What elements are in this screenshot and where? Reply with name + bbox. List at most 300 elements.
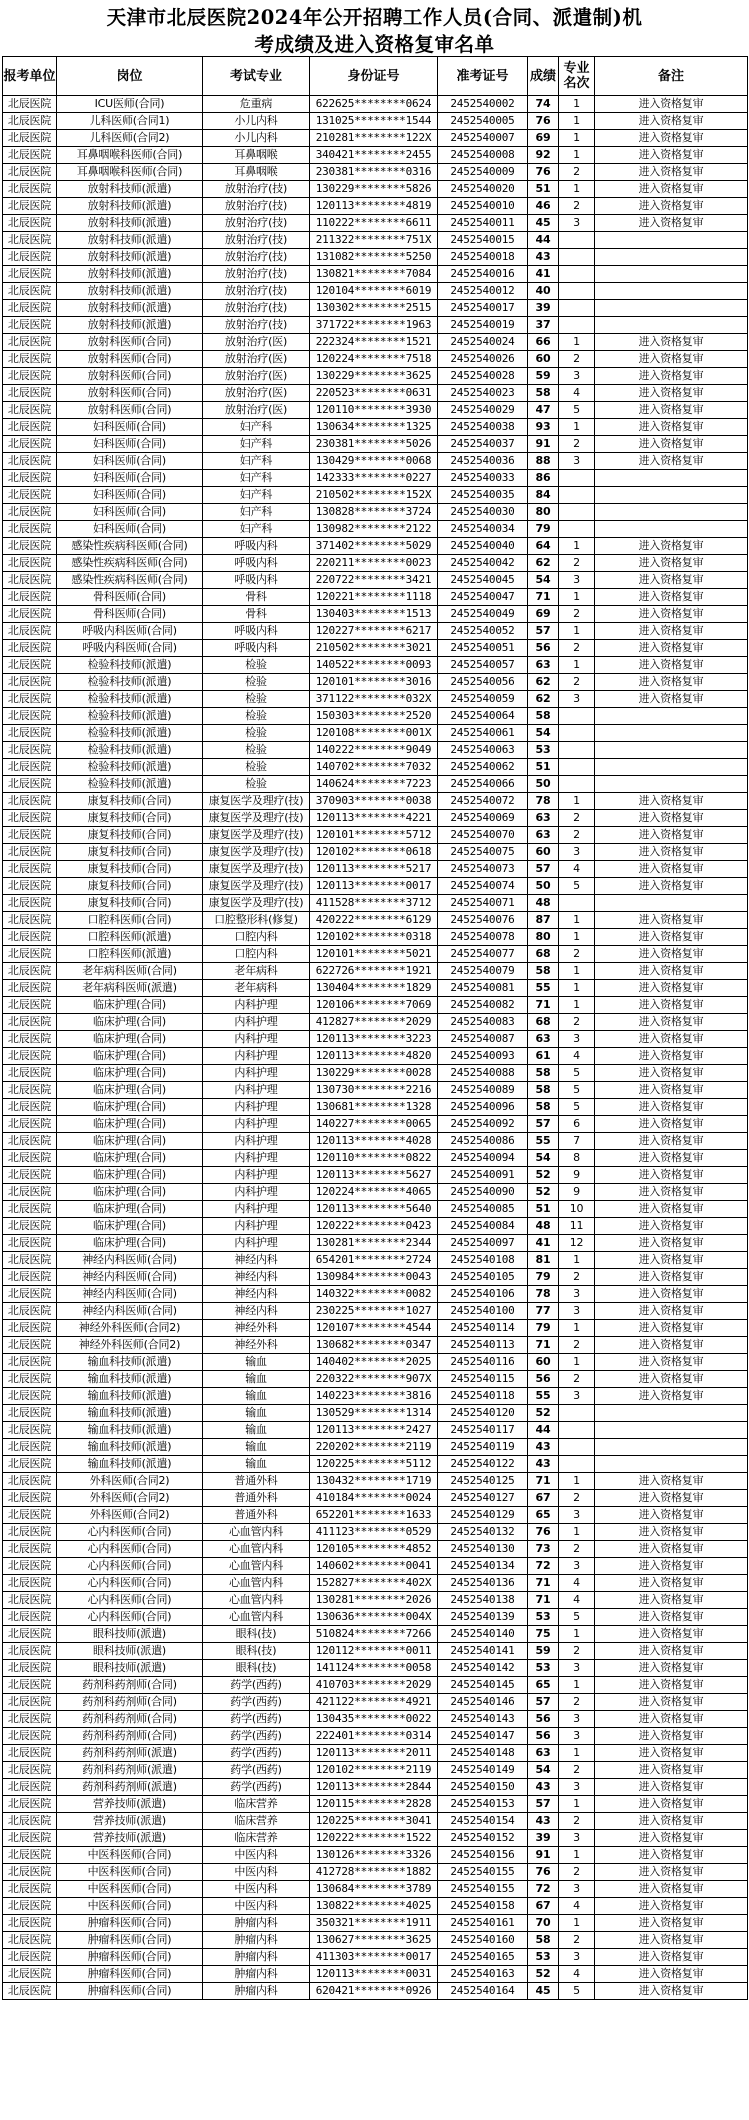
cell-exam-number: 2452540156	[438, 1847, 528, 1864]
cell-position: 中医科医师(合同)	[57, 1881, 203, 1898]
cell-score: 60	[528, 1354, 559, 1371]
cell-score: 58	[528, 1082, 559, 1099]
cell-id-number: 220202********2119	[310, 1439, 438, 1456]
cell-remark: 进入资格复审	[595, 997, 748, 1014]
cell-specialty: 肿瘤内科	[203, 1932, 310, 1949]
cell-specialty: 呼吸内科	[203, 572, 310, 589]
cell-score: 72	[528, 1881, 559, 1898]
cell-unit: 北辰医院	[3, 164, 57, 181]
cell-specialty: 康复医学及理疗(技)	[203, 810, 310, 827]
cell-rank: 1	[559, 623, 595, 640]
cell-id-number: 411303********0017	[310, 1949, 438, 1966]
cell-exam-number: 2452540152	[438, 1830, 528, 1847]
table-row	[3, 1405, 748, 1422]
cell-score: 45	[528, 1983, 559, 2000]
table-row	[3, 436, 748, 453]
table-row	[3, 1677, 748, 1694]
cell-remark: 进入资格复审	[595, 1354, 748, 1371]
cell-remark: 进入资格复审	[595, 1099, 748, 1116]
cell-id-number: 120115********2828	[310, 1796, 438, 1813]
cell-score: 71	[528, 589, 559, 606]
cell-position: 神经内科医师(合同)	[57, 1286, 203, 1303]
cell-rank: 1	[559, 1473, 595, 1490]
cell-score: 69	[528, 606, 559, 623]
cell-exam-number: 2452540011	[438, 215, 528, 232]
cell-exam-number: 2452540063	[438, 742, 528, 759]
table-row	[3, 1830, 748, 1847]
cell-score: 52	[528, 1184, 559, 1201]
cell-score: 53	[528, 1609, 559, 1626]
cell-specialty: 内科护理	[203, 1184, 310, 1201]
cell-position: 骨科医师(合同)	[57, 606, 203, 623]
cell-position: 肿瘤科医师(合同)	[57, 1966, 203, 1983]
cell-unit: 北辰医院	[3, 776, 57, 793]
cell-position: 放射科医师(合同)	[57, 368, 203, 385]
cell-unit: 北辰医院	[3, 1235, 57, 1252]
cell-exam-number: 2452540153	[438, 1796, 528, 1813]
cell-rank: 2	[559, 1269, 595, 1286]
cell-rank	[559, 300, 595, 317]
cell-specialty: 老年病科	[203, 980, 310, 997]
cell-exam-number: 2452540019	[438, 317, 528, 334]
cell-score: 57	[528, 1116, 559, 1133]
cell-score: 48	[528, 895, 559, 912]
table-row	[3, 368, 748, 385]
cell-score: 55	[528, 980, 559, 997]
cell-specialty: 放射治疗(技)	[203, 181, 310, 198]
cell-position: 检验科技师(派遣)	[57, 674, 203, 691]
cell-specialty: 妇产科	[203, 436, 310, 453]
cell-score: 54	[528, 572, 559, 589]
cell-position: 检验科技师(派遣)	[57, 742, 203, 759]
cell-unit: 北辰医院	[3, 674, 57, 691]
cell-id-number: 411123********0529	[310, 1524, 438, 1541]
cell-rank: 1	[559, 793, 595, 810]
table-row	[3, 266, 748, 283]
cell-rank: 1	[559, 419, 595, 436]
cell-score: 61	[528, 1048, 559, 1065]
table-row	[3, 1694, 748, 1711]
table-row	[3, 1932, 748, 1949]
cell-position: 检验科技师(派遣)	[57, 657, 203, 674]
table-row	[3, 1337, 748, 1354]
cell-exam-number: 2452540047	[438, 589, 528, 606]
cell-position: 感染性疾病科医师(合同)	[57, 572, 203, 589]
cell-rank: 1	[559, 963, 595, 980]
cell-id-number: 120102********0618	[310, 844, 438, 861]
cell-id-number: 140702********7032	[310, 759, 438, 776]
cell-remark: 进入资格复审	[595, 1745, 748, 1762]
cell-id-number: 222401********0314	[310, 1728, 438, 1745]
table-row	[3, 385, 748, 402]
cell-unit: 北辰医院	[3, 1048, 57, 1065]
cell-specialty: 康复医学及理疗(技)	[203, 878, 310, 895]
cell-position: 儿科医师(合同1)	[57, 113, 203, 130]
cell-score: 52	[528, 1966, 559, 1983]
cell-score: 76	[528, 164, 559, 181]
cell-id-number: 130634********1325	[310, 419, 438, 436]
cell-exam-number: 2452540029	[438, 402, 528, 419]
cell-score: 50	[528, 776, 559, 793]
cell-id-number: 371402********5029	[310, 538, 438, 555]
cell-position: 临床护理(合同)	[57, 997, 203, 1014]
cell-position: 呼吸内科医师(合同)	[57, 640, 203, 657]
table-row	[3, 674, 748, 691]
cell-position: 输血科技师(派遣)	[57, 1388, 203, 1405]
cell-remark: 进入资格复审	[595, 844, 748, 861]
cell-unit: 北辰医院	[3, 181, 57, 198]
cell-score: 57	[528, 623, 559, 640]
cell-id-number: 411528********3712	[310, 895, 438, 912]
cell-position: 放射科医师(合同)	[57, 385, 203, 402]
cell-unit: 北辰医院	[3, 300, 57, 317]
table-row	[3, 1048, 748, 1065]
cell-score: 72	[528, 1558, 559, 1575]
cell-remark: 进入资格复审	[595, 657, 748, 674]
cell-rank: 7	[559, 1133, 595, 1150]
cell-remark: 进入资格复审	[595, 453, 748, 470]
cell-unit: 北辰医院	[3, 96, 57, 113]
table-row	[3, 1269, 748, 1286]
cell-remark: 进入资格复审	[595, 1235, 748, 1252]
cell-position: 眼科技师(派遣)	[57, 1643, 203, 1660]
cell-position: 临床护理(合同)	[57, 1082, 203, 1099]
cell-specialty: 放射治疗(医)	[203, 402, 310, 419]
cell-score: 65	[528, 1677, 559, 1694]
cell-position: 老年病科医师(派遣)	[57, 980, 203, 997]
cell-remark: 进入资格复审	[595, 1337, 748, 1354]
cell-exam-number: 2452540062	[438, 759, 528, 776]
cell-unit: 北辰医院	[3, 759, 57, 776]
cell-rank: 2	[559, 1813, 595, 1830]
cell-score: 54	[528, 1762, 559, 1779]
cell-position: 临床护理(合同)	[57, 1235, 203, 1252]
cell-rank: 1	[559, 147, 595, 164]
cell-specialty: 眼科(技)	[203, 1643, 310, 1660]
cell-id-number: 420222********6129	[310, 912, 438, 929]
cell-remark: 进入资格复审	[595, 1949, 748, 1966]
cell-position: 药剂科药剂师(派遣)	[57, 1762, 203, 1779]
cell-id-number: 220523********0631	[310, 385, 438, 402]
cell-remark	[595, 1405, 748, 1422]
cell-unit: 北辰医院	[3, 113, 57, 130]
cell-specialty: 放射治疗(技)	[203, 300, 310, 317]
cell-position: 外科医师(合同2)	[57, 1473, 203, 1490]
cell-remark: 进入资格复审	[595, 1473, 748, 1490]
cell-unit: 北辰医院	[3, 1881, 57, 1898]
cell-unit: 北辰医院	[3, 1728, 57, 1745]
table-row	[3, 1915, 748, 1932]
cell-id-number: 141124********0058	[310, 1660, 438, 1677]
cell-specialty: 神经内科	[203, 1252, 310, 1269]
cell-rank	[559, 266, 595, 283]
cell-rank: 1	[559, 130, 595, 147]
cell-id-number: 130821********7084	[310, 266, 438, 283]
cell-unit: 北辰医院	[3, 1609, 57, 1626]
cell-exam-number: 2452540132	[438, 1524, 528, 1541]
cell-rank: 2	[559, 1541, 595, 1558]
cell-exam-number: 2452540090	[438, 1184, 528, 1201]
cell-score: 63	[528, 827, 559, 844]
cell-exam-number: 2452540155	[438, 1881, 528, 1898]
cell-specialty: 检验	[203, 708, 310, 725]
cell-unit: 北辰医院	[3, 436, 57, 453]
cell-score: 71	[528, 1592, 559, 1609]
cell-remark: 进入资格复审	[595, 861, 748, 878]
cell-rank: 2	[559, 436, 595, 453]
cell-unit: 北辰医院	[3, 1949, 57, 1966]
cell-exam-number: 2452540113	[438, 1337, 528, 1354]
cell-exam-number: 2452540020	[438, 181, 528, 198]
table-row	[3, 1167, 748, 1184]
cell-specialty: 检验	[203, 759, 310, 776]
cell-id-number: 120107********4544	[310, 1320, 438, 1337]
cell-score: 62	[528, 674, 559, 691]
table-row	[3, 1065, 748, 1082]
table-row	[3, 504, 748, 521]
cell-specialty: 眼科(技)	[203, 1660, 310, 1677]
cell-specialty: 中医内科	[203, 1864, 310, 1881]
cell-rank: 3	[559, 368, 595, 385]
cell-exam-number: 2452540105	[438, 1269, 528, 1286]
table-row	[3, 249, 748, 266]
cell-id-number: 652201********1633	[310, 1507, 438, 1524]
cell-unit: 北辰医院	[3, 1643, 57, 1660]
cell-remark: 进入资格复审	[595, 1201, 748, 1218]
cell-position: 心内科医师(合同)	[57, 1558, 203, 1575]
cell-unit: 北辰医院	[3, 402, 57, 419]
cell-rank: 2	[559, 1490, 595, 1507]
cell-id-number: 120224********7518	[310, 351, 438, 368]
cell-remark: 进入资格复审	[595, 1660, 748, 1677]
cell-unit: 北辰医院	[3, 1932, 57, 1949]
cell-exam-number: 2452540139	[438, 1609, 528, 1626]
cell-position: 临床护理(合同)	[57, 1167, 203, 1184]
cell-id-number: 130984********0043	[310, 1269, 438, 1286]
cell-rank: 5	[559, 1065, 595, 1082]
cell-specialty: 放射治疗(技)	[203, 283, 310, 300]
cell-specialty: 内科护理	[203, 1065, 310, 1082]
cell-unit: 北辰医院	[3, 1269, 57, 1286]
cell-score: 79	[528, 1320, 559, 1337]
cell-unit: 北辰医院	[3, 1473, 57, 1490]
cell-remark	[595, 504, 748, 521]
cell-remark: 进入资格复审	[595, 436, 748, 453]
cell-rank: 3	[559, 1507, 595, 1524]
cell-id-number: 120108********001X	[310, 725, 438, 742]
cell-score: 51	[528, 1201, 559, 1218]
cell-specialty: 药学(西药)	[203, 1677, 310, 1694]
cell-exam-number: 2452540085	[438, 1201, 528, 1218]
cell-position: 药剂科药剂师(合同)	[57, 1677, 203, 1694]
cell-specialty: 中医内科	[203, 1898, 310, 1915]
cell-remark: 进入资格复审	[595, 96, 748, 113]
cell-exam-number: 2452540149	[438, 1762, 528, 1779]
cell-exam-number: 2452540009	[438, 164, 528, 181]
cell-id-number: 120113********4819	[310, 198, 438, 215]
cell-score: 41	[528, 266, 559, 283]
cell-score: 54	[528, 725, 559, 742]
cell-remark: 进入资格复审	[595, 113, 748, 130]
cell-score: 76	[528, 113, 559, 130]
table-row	[3, 113, 748, 130]
cell-id-number: 120101********5712	[310, 827, 438, 844]
cell-rank: 1	[559, 1626, 595, 1643]
cell-id-number: 510824********7266	[310, 1626, 438, 1643]
cell-score: 64	[528, 538, 559, 555]
cell-specialty: 肿瘤内科	[203, 1949, 310, 1966]
cell-rank	[559, 249, 595, 266]
cell-id-number: 150303********2520	[310, 708, 438, 725]
cell-unit: 北辰医院	[3, 1286, 57, 1303]
cell-remark: 进入资格复审	[595, 1065, 748, 1082]
cell-specialty: 心血管内科	[203, 1609, 310, 1626]
cell-position: 外科医师(合同2)	[57, 1490, 203, 1507]
cell-specialty: 内科护理	[203, 1014, 310, 1031]
cell-specialty: 心血管内科	[203, 1524, 310, 1541]
cell-specialty: 放射治疗(技)	[203, 215, 310, 232]
cell-exam-number: 2452540018	[438, 249, 528, 266]
cell-rank: 2	[559, 198, 595, 215]
table-row	[3, 589, 748, 606]
cell-specialty: 耳鼻咽喉	[203, 164, 310, 181]
cell-exam-number: 2452540034	[438, 521, 528, 538]
cell-specialty: 呼吸内科	[203, 555, 310, 572]
cell-id-number: 140322********0082	[310, 1286, 438, 1303]
cell-id-number: 130435********0022	[310, 1711, 438, 1728]
cell-position: 输血科技师(派遣)	[57, 1439, 203, 1456]
cell-rank: 1	[559, 589, 595, 606]
cell-id-number: 130822********4025	[310, 1898, 438, 1915]
cell-score: 71	[528, 1575, 559, 1592]
cell-score: 58	[528, 1932, 559, 1949]
cell-remark: 进入资格复审	[595, 1541, 748, 1558]
cell-score: 91	[528, 436, 559, 453]
cell-rank	[559, 487, 595, 504]
cell-rank: 4	[559, 1592, 595, 1609]
cell-position: 药剂科药剂师(合同)	[57, 1711, 203, 1728]
cell-unit: 北辰医院	[3, 521, 57, 538]
cell-rank: 3	[559, 215, 595, 232]
cell-specialty: 输血	[203, 1456, 310, 1473]
cell-specialty: 输血	[203, 1405, 310, 1422]
cell-exam-number: 2452540008	[438, 147, 528, 164]
cell-specialty: 骨科	[203, 606, 310, 623]
table-row	[3, 555, 748, 572]
cell-rank: 2	[559, 164, 595, 181]
cell-score: 71	[528, 1337, 559, 1354]
cell-position: 检验科技师(派遣)	[57, 725, 203, 742]
cell-remark: 进入资格复审	[595, 1303, 748, 1320]
cell-unit: 北辰医院	[3, 1456, 57, 1473]
cell-id-number: 210502********152X	[310, 487, 438, 504]
cell-score: 58	[528, 1099, 559, 1116]
cell-unit: 北辰医院	[3, 334, 57, 351]
cell-exam-number: 2452540161	[438, 1915, 528, 1932]
cell-id-number: 350321********1911	[310, 1915, 438, 1932]
cell-position: 临床护理(合同)	[57, 1201, 203, 1218]
cell-specialty: 药学(西药)	[203, 1779, 310, 1796]
table-row	[3, 606, 748, 623]
cell-specialty: 康复医学及理疗(技)	[203, 844, 310, 861]
cell-score: 93	[528, 419, 559, 436]
cell-position: 康复科技师(合同)	[57, 861, 203, 878]
cell-rank: 3	[559, 1711, 595, 1728]
cell-score: 43	[528, 1779, 559, 1796]
cell-specialty: 检验	[203, 776, 310, 793]
table-row	[3, 572, 748, 589]
cell-id-number: 120222********0423	[310, 1218, 438, 1235]
cell-remark: 进入资格复审	[595, 691, 748, 708]
cell-score: 37	[528, 317, 559, 334]
cell-id-number: 130682********0347	[310, 1337, 438, 1354]
cell-id-number: 211322********751X	[310, 232, 438, 249]
cell-position: 输血科技师(派遣)	[57, 1422, 203, 1439]
cell-position: 临床护理(合同)	[57, 1133, 203, 1150]
cell-unit: 北辰医院	[3, 232, 57, 249]
cell-rank	[559, 232, 595, 249]
cell-score: 74	[528, 96, 559, 113]
cell-id-number: 410703********2029	[310, 1677, 438, 1694]
cell-id-number: 654201********2724	[310, 1252, 438, 1269]
cell-exam-number: 2452540056	[438, 674, 528, 691]
cell-position: 儿科医师(合同2)	[57, 130, 203, 147]
cell-specialty: 危重病	[203, 96, 310, 113]
cell-position: 口腔科医师(合同)	[57, 912, 203, 929]
table-row	[3, 487, 748, 504]
cell-rank: 5	[559, 1082, 595, 1099]
cell-remark: 进入资格复审	[595, 1575, 748, 1592]
cell-id-number: 120113********4221	[310, 810, 438, 827]
cell-position: 康复科技师(合同)	[57, 793, 203, 810]
cell-unit: 北辰医院	[3, 997, 57, 1014]
table-row	[3, 1184, 748, 1201]
cell-score: 86	[528, 470, 559, 487]
cell-exam-number: 2452540016	[438, 266, 528, 283]
cell-score: 56	[528, 1711, 559, 1728]
cell-specialty: 放射治疗(医)	[203, 334, 310, 351]
cell-unit: 北辰医院	[3, 1830, 57, 1847]
cell-position: 妇科医师(合同)	[57, 419, 203, 436]
cell-unit: 北辰医院	[3, 215, 57, 232]
cell-rank: 3	[559, 1303, 595, 1320]
cell-score: 52	[528, 1405, 559, 1422]
cell-position: 心内科医师(合同)	[57, 1541, 203, 1558]
cell-exam-number: 2452540035	[438, 487, 528, 504]
cell-rank: 2	[559, 1762, 595, 1779]
cell-unit: 北辰医院	[3, 130, 57, 147]
table-row	[3, 1728, 748, 1745]
cell-score: 79	[528, 521, 559, 538]
cell-specialty: 内科护理	[203, 1116, 310, 1133]
cell-rank: 3	[559, 1779, 595, 1796]
cell-remark: 进入资格复审	[595, 164, 748, 181]
cell-position: 放射科技师(派遣)	[57, 198, 203, 215]
cell-unit: 北辰医院	[3, 912, 57, 929]
cell-exam-number: 2452540057	[438, 657, 528, 674]
cell-id-number: 120113********0017	[310, 878, 438, 895]
cell-exam-number: 2452540117	[438, 1422, 528, 1439]
cell-score: 76	[528, 1864, 559, 1881]
cell-specialty: 肿瘤内科	[203, 1915, 310, 1932]
cell-id-number: 120113********3223	[310, 1031, 438, 1048]
cell-unit: 北辰医院	[3, 1354, 57, 1371]
cell-id-number: 130684********3789	[310, 1881, 438, 1898]
cell-remark	[595, 1439, 748, 1456]
cell-unit: 北辰医院	[3, 1388, 57, 1405]
cell-rank: 5	[559, 402, 595, 419]
cell-remark	[595, 521, 748, 538]
